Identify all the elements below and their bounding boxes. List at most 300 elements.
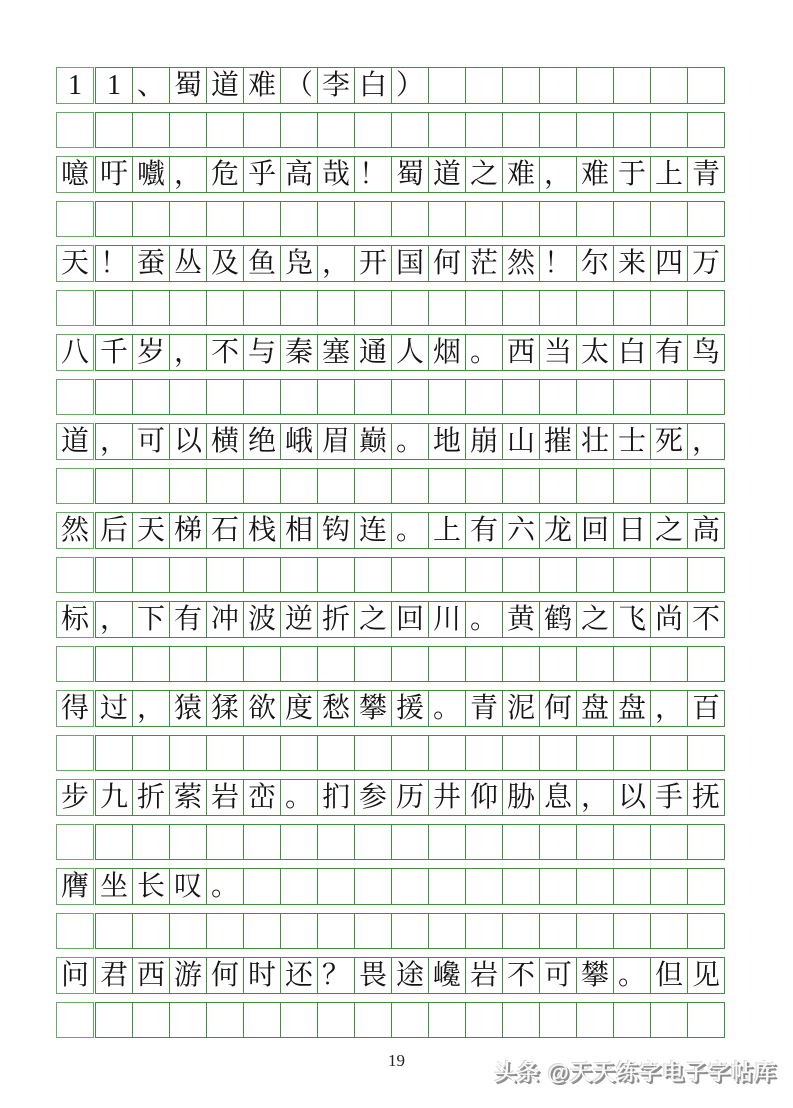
character-cell: 不 — [502, 957, 540, 994]
character-cell — [539, 67, 577, 104]
character-cell: 。 — [206, 868, 244, 905]
empty-cell — [539, 824, 577, 860]
empty-cell — [687, 913, 725, 949]
empty-cell — [56, 290, 94, 326]
empty-cell — [465, 201, 503, 237]
empty-cell — [354, 379, 392, 415]
character-cell: 西 — [502, 334, 540, 371]
character-cell — [391, 868, 429, 905]
empty-cell — [169, 913, 207, 949]
empty-cell — [650, 379, 688, 415]
empty-cell — [95, 824, 133, 860]
empty-cell — [502, 824, 540, 860]
empty-cell — [169, 112, 207, 148]
character-cell: 坐 — [95, 868, 133, 905]
empty-cell — [465, 913, 503, 949]
character-cell: 鹤 — [539, 601, 577, 638]
empty-cell — [576, 290, 614, 326]
empty-cell — [428, 735, 466, 771]
empty-cell — [687, 201, 725, 237]
character-cell: 何 — [428, 245, 466, 282]
character-cell: 。 — [465, 601, 503, 638]
character-cell: 道 — [206, 67, 244, 104]
character-cell: 危 — [206, 156, 244, 193]
character-cell: 千 — [95, 334, 133, 371]
character-cell: 蜀 — [391, 156, 429, 193]
text-row — [56, 245, 742, 282]
character-cell: 以 — [169, 423, 207, 460]
character-cell: 然 — [502, 245, 540, 282]
character-cell — [687, 868, 725, 905]
character-cell: 攀 — [576, 957, 614, 994]
empty-cell — [391, 913, 429, 949]
practice-row — [56, 290, 742, 326]
practice-row — [56, 201, 742, 237]
character-cell: 问 — [56, 957, 94, 994]
empty-cell — [428, 913, 466, 949]
empty-cell — [576, 379, 614, 415]
character-cell: ！ — [354, 156, 392, 193]
character-cell: ， — [687, 423, 725, 460]
empty-cell — [687, 290, 725, 326]
empty-cell — [391, 646, 429, 682]
empty-cell — [169, 646, 207, 682]
empty-cell — [428, 112, 466, 148]
empty-cell — [317, 468, 355, 504]
empty-cell — [132, 1002, 170, 1038]
empty-cell — [169, 379, 207, 415]
empty-cell — [539, 1002, 577, 1038]
empty-cell — [317, 379, 355, 415]
empty-cell — [391, 112, 429, 148]
character-cell: ， — [169, 156, 207, 193]
empty-cell — [132, 112, 170, 148]
character-cell: 鸟 — [687, 334, 725, 371]
empty-cell — [650, 557, 688, 593]
empty-cell — [206, 646, 244, 682]
empty-cell — [280, 379, 318, 415]
empty-cell — [613, 646, 651, 682]
character-cell: 井 — [428, 779, 466, 816]
empty-cell — [687, 468, 725, 504]
character-cell: 秦 — [280, 334, 318, 371]
empty-cell — [56, 112, 94, 148]
character-cell: 波 — [243, 601, 281, 638]
character-cell: ， — [95, 601, 133, 638]
character-cell: 龙 — [539, 512, 577, 549]
character-cell: 来 — [613, 245, 651, 282]
character-cell: 塞 — [317, 334, 355, 371]
empty-cell — [56, 468, 94, 504]
character-cell: 有 — [465, 512, 503, 549]
practice-row — [56, 557, 742, 593]
character-cell: 栈 — [243, 512, 281, 549]
character-cell: 道 — [56, 423, 94, 460]
character-cell: 但 — [650, 957, 688, 994]
empty-cell — [317, 735, 355, 771]
empty-cell — [243, 201, 281, 237]
empty-cell — [428, 824, 466, 860]
empty-cell — [206, 557, 244, 593]
character-cell: 尚 — [650, 601, 688, 638]
character-cell: 青 — [465, 690, 503, 727]
empty-cell — [391, 379, 429, 415]
empty-cell — [539, 913, 577, 949]
character-cell: 愁 — [317, 690, 355, 727]
empty-cell — [95, 201, 133, 237]
character-cell: 巉 — [428, 957, 466, 994]
empty-cell — [317, 557, 355, 593]
empty-cell — [280, 735, 318, 771]
empty-cell — [391, 468, 429, 504]
character-cell — [502, 67, 540, 104]
empty-cell — [576, 112, 614, 148]
empty-cell — [613, 112, 651, 148]
character-cell — [576, 868, 614, 905]
empty-cell — [391, 824, 429, 860]
character-cell: 还 — [280, 957, 318, 994]
character-cell: 横 — [206, 423, 244, 460]
character-cell: 士 — [613, 423, 651, 460]
empty-cell — [95, 379, 133, 415]
practice-row — [56, 1002, 742, 1038]
empty-cell — [169, 290, 207, 326]
character-cell — [613, 868, 651, 905]
character-cell: 黄 — [502, 601, 540, 638]
character-cell: 膺 — [56, 868, 94, 905]
character-cell: 钩 — [317, 512, 355, 549]
character-cell: 游 — [169, 957, 207, 994]
character-cell: 山 — [502, 423, 540, 460]
character-cell: 得 — [56, 690, 94, 727]
empty-cell — [428, 201, 466, 237]
text-row — [56, 957, 742, 994]
character-cell: 与 — [243, 334, 281, 371]
character-cell: 抚 — [687, 779, 725, 816]
empty-cell — [650, 824, 688, 860]
character-cell: 连 — [354, 512, 392, 549]
empty-cell — [56, 557, 94, 593]
practice-grid — [56, 67, 742, 1046]
empty-cell — [576, 646, 614, 682]
character-cell: 于 — [613, 156, 651, 193]
character-cell: 。 — [391, 512, 429, 549]
character-cell: ！ — [539, 245, 577, 282]
empty-cell — [354, 468, 392, 504]
empty-cell — [576, 201, 614, 237]
empty-cell — [576, 557, 614, 593]
empty-cell — [539, 201, 577, 237]
character-cell: 李 — [317, 67, 355, 104]
text-row — [56, 67, 742, 104]
character-cell: 参 — [354, 779, 392, 816]
character-cell: ， — [132, 690, 170, 727]
empty-cell — [206, 735, 244, 771]
character-cell: 可 — [539, 957, 577, 994]
character-cell: 巅 — [354, 423, 392, 460]
empty-cell — [576, 735, 614, 771]
character-cell: ！ — [95, 245, 133, 282]
empty-cell — [354, 201, 392, 237]
empty-cell — [206, 379, 244, 415]
empty-cell — [132, 913, 170, 949]
empty-cell — [354, 646, 392, 682]
character-cell: 吁 — [95, 156, 133, 193]
character-cell: 后 — [95, 512, 133, 549]
character-cell: 盘 — [613, 690, 651, 727]
empty-cell — [613, 290, 651, 326]
character-cell — [613, 67, 651, 104]
character-cell: 叹 — [169, 868, 207, 905]
character-cell: 然 — [56, 512, 94, 549]
empty-cell — [280, 201, 318, 237]
empty-cell — [428, 557, 466, 593]
character-cell: 眉 — [317, 423, 355, 460]
character-cell: 有 — [169, 601, 207, 638]
character-cell: 摧 — [539, 423, 577, 460]
empty-cell — [95, 112, 133, 148]
character-cell — [465, 868, 503, 905]
character-cell: 手 — [650, 779, 688, 816]
character-cell — [502, 868, 540, 905]
empty-cell — [280, 824, 318, 860]
character-cell: 高 — [280, 156, 318, 193]
empty-cell — [576, 913, 614, 949]
character-cell: 难 — [502, 156, 540, 193]
character-cell: 援 — [391, 690, 429, 727]
empty-cell — [95, 1002, 133, 1038]
character-cell: ， — [317, 245, 355, 282]
empty-cell — [539, 735, 577, 771]
empty-cell — [539, 646, 577, 682]
empty-cell — [354, 824, 392, 860]
character-cell — [539, 868, 577, 905]
empty-cell — [243, 1002, 281, 1038]
empty-cell — [502, 290, 540, 326]
character-cell: 回 — [391, 601, 429, 638]
character-cell: 飞 — [613, 601, 651, 638]
character-cell: 烟 — [428, 334, 466, 371]
character-cell: 四 — [650, 245, 688, 282]
character-cell: 、 — [132, 67, 170, 104]
character-cell: 壮 — [576, 423, 614, 460]
empty-cell — [95, 468, 133, 504]
empty-cell — [613, 468, 651, 504]
character-cell: 不 — [206, 334, 244, 371]
character-cell: 道 — [428, 156, 466, 193]
empty-cell — [169, 1002, 207, 1038]
empty-cell — [206, 1002, 244, 1038]
character-cell: 之 — [576, 601, 614, 638]
character-cell: ， — [169, 334, 207, 371]
empty-cell — [613, 379, 651, 415]
empty-cell — [539, 379, 577, 415]
empty-cell — [650, 1002, 688, 1038]
empty-cell — [206, 201, 244, 237]
empty-cell — [613, 735, 651, 771]
character-cell: 。 — [465, 334, 503, 371]
empty-cell — [317, 1002, 355, 1038]
empty-cell — [132, 379, 170, 415]
character-cell: ， — [539, 156, 577, 193]
empty-cell — [613, 1002, 651, 1038]
character-cell: 白 — [354, 67, 392, 104]
empty-cell — [687, 557, 725, 593]
empty-cell — [502, 468, 540, 504]
empty-cell — [687, 735, 725, 771]
empty-cell — [280, 913, 318, 949]
character-cell: 。 — [391, 423, 429, 460]
character-cell: ， — [95, 423, 133, 460]
empty-cell — [243, 735, 281, 771]
character-cell: 以 — [613, 779, 651, 816]
character-cell: 六 — [502, 512, 540, 549]
empty-cell — [539, 112, 577, 148]
empty-cell — [428, 1002, 466, 1038]
character-cell: 扪 — [317, 779, 355, 816]
character-cell: 相 — [280, 512, 318, 549]
empty-cell — [317, 201, 355, 237]
empty-cell — [280, 468, 318, 504]
empty-cell — [280, 646, 318, 682]
empty-cell — [354, 557, 392, 593]
character-cell: ？ — [317, 957, 355, 994]
empty-cell — [613, 557, 651, 593]
empty-cell — [317, 290, 355, 326]
empty-cell — [243, 646, 281, 682]
empty-cell — [465, 468, 503, 504]
empty-cell — [613, 913, 651, 949]
character-cell: 见 — [687, 957, 725, 994]
empty-cell — [465, 290, 503, 326]
empty-cell — [132, 646, 170, 682]
empty-cell — [169, 824, 207, 860]
text-row — [56, 512, 742, 549]
character-cell: 时 — [243, 957, 281, 994]
empty-cell — [243, 824, 281, 860]
character-cell — [687, 67, 725, 104]
empty-cell — [465, 379, 503, 415]
text-row — [56, 423, 742, 460]
empty-cell — [169, 557, 207, 593]
character-cell — [354, 868, 392, 905]
character-cell: 长 — [132, 868, 170, 905]
character-cell: 途 — [391, 957, 429, 994]
character-cell: 白 — [613, 334, 651, 371]
character-cell: 有 — [650, 334, 688, 371]
character-cell: 逆 — [280, 601, 318, 638]
character-cell: 西 — [132, 957, 170, 994]
character-cell: 泥 — [502, 690, 540, 727]
empty-cell — [391, 735, 429, 771]
empty-cell — [465, 112, 503, 148]
character-cell: ） — [391, 67, 429, 104]
character-cell: 萦 — [169, 779, 207, 816]
character-cell: 岩 — [465, 957, 503, 994]
empty-cell — [502, 379, 540, 415]
character-cell: 欲 — [243, 690, 281, 727]
character-cell: ， — [576, 779, 614, 816]
character-cell: 上 — [428, 512, 466, 549]
character-cell: 。 — [428, 690, 466, 727]
empty-cell — [391, 1002, 429, 1038]
character-cell: 天 — [132, 512, 170, 549]
character-cell: 崩 — [465, 423, 503, 460]
character-cell: 开 — [354, 245, 392, 282]
character-cell — [650, 868, 688, 905]
character-cell: 回 — [576, 512, 614, 549]
empty-cell — [243, 557, 281, 593]
character-cell: 畏 — [354, 957, 392, 994]
character-cell: 死 — [650, 423, 688, 460]
text-row — [56, 601, 742, 638]
empty-cell — [206, 112, 244, 148]
empty-cell — [56, 824, 94, 860]
character-cell: 人 — [391, 334, 429, 371]
practice-row — [56, 646, 742, 682]
character-cell: 难 — [576, 156, 614, 193]
character-cell — [243, 868, 281, 905]
character-cell: 通 — [354, 334, 392, 371]
character-cell: 1 — [56, 67, 94, 104]
empty-cell — [132, 290, 170, 326]
empty-cell — [243, 112, 281, 148]
empty-cell — [280, 112, 318, 148]
character-cell — [428, 868, 466, 905]
empty-cell — [280, 557, 318, 593]
character-cell: 1 — [95, 67, 133, 104]
character-cell: 冲 — [206, 601, 244, 638]
empty-cell — [650, 112, 688, 148]
empty-cell — [132, 735, 170, 771]
empty-cell — [132, 557, 170, 593]
empty-cell — [206, 824, 244, 860]
character-cell: 之 — [465, 156, 503, 193]
character-cell: 尔 — [576, 245, 614, 282]
character-cell: 不 — [687, 601, 725, 638]
character-cell: 天 — [56, 245, 94, 282]
empty-cell — [317, 913, 355, 949]
empty-cell — [132, 824, 170, 860]
empty-cell — [354, 112, 392, 148]
character-cell: 盘 — [576, 690, 614, 727]
empty-cell — [428, 379, 466, 415]
text-row — [56, 868, 742, 905]
empty-cell — [354, 913, 392, 949]
character-cell — [576, 67, 614, 104]
character-cell: 度 — [280, 690, 318, 727]
empty-cell — [539, 290, 577, 326]
empty-cell — [650, 468, 688, 504]
empty-cell — [206, 468, 244, 504]
empty-cell — [428, 646, 466, 682]
empty-cell — [465, 1002, 503, 1038]
character-cell: 仰 — [465, 779, 503, 816]
character-cell: 梯 — [169, 512, 207, 549]
text-row — [56, 156, 742, 193]
character-cell: 何 — [206, 957, 244, 994]
character-cell: 上 — [650, 156, 688, 193]
character-cell: 历 — [391, 779, 429, 816]
empty-cell — [391, 557, 429, 593]
empty-cell — [502, 112, 540, 148]
empty-cell — [354, 290, 392, 326]
character-cell: 何 — [539, 690, 577, 727]
character-cell: 岩 — [206, 779, 244, 816]
character-cell: 乎 — [243, 156, 281, 193]
empty-cell — [206, 290, 244, 326]
empty-cell — [317, 824, 355, 860]
